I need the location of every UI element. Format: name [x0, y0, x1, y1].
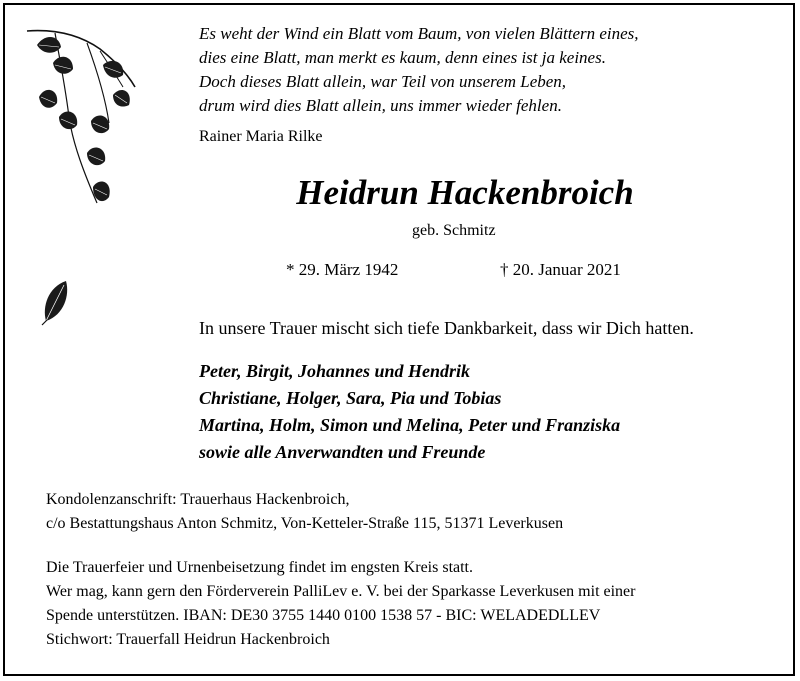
gratitude-line: In unsere Trauer mischt sich tiefe Dankbarkeit, dass wir Dich hatten.: [199, 318, 694, 338]
poem-line: dies eine Blatt, man merkt es kaum, denn eines ist ja keines.: [199, 48, 606, 67]
poem-author: Rainer Maria Rilke: [199, 128, 323, 145]
poem-line: Doch dieses Blatt allein, war Teil von unserem Leben,: [199, 72, 567, 91]
deceased-name: Heidrun Hackenbroich: [296, 173, 634, 212]
falling-leaf-icon: [38, 277, 74, 327]
condolence-line: Kondolenzanschrift: Trauerhaus Hackenbroich,: [46, 491, 350, 508]
funeral-info: [46, 556, 635, 652]
mourners-line: Peter, Birgit, Johannes und Hendrik: [199, 361, 471, 381]
info-line: Wer mag, kann gern den Förderverein PalliLev e. V. bei der Sparkasse Leverkusen mit einer: [46, 583, 636, 600]
mourners-line: sowie alle Anverwandten und Freunde: [199, 442, 486, 462]
mourners-line: Martina, Holm, Simon und Melina, Peter und Franziska: [199, 415, 621, 435]
poem-line: Es weht der Wind ein Blatt vom Baum, von vielen Blättern eines,: [199, 24, 639, 43]
mourners-list: [199, 358, 620, 466]
birth-date: * 29. März 1942: [286, 260, 399, 279]
condolence-address: [46, 488, 563, 536]
info-line: Die Trauerfeier und Urnenbeisetzung findet im engsten Kreis statt.: [46, 559, 473, 576]
info-line: Spende unterstützen. IBAN: DE30 3755 1440 0100 1538 57 - BIC: WELADEDLLEV: [46, 607, 601, 624]
info-line: Stichwort: Trauerfall Heidrun Hackenbroich: [46, 631, 330, 648]
poem: [199, 22, 639, 118]
condolence-line: c/o Bestattungshaus Anton Schmitz, Von-Ketteler-Straße 115, 51371 Leverkusen: [46, 515, 564, 532]
death-date: † 20. Januar 2021: [500, 260, 621, 279]
mourners-line: Christiane, Holger, Sara, Pia und Tobias: [199, 388, 502, 408]
maiden-name: geb. Schmitz: [412, 222, 496, 239]
poem-line: drum wird dies Blatt allein, uns immer wieder fehlen.: [199, 96, 562, 115]
